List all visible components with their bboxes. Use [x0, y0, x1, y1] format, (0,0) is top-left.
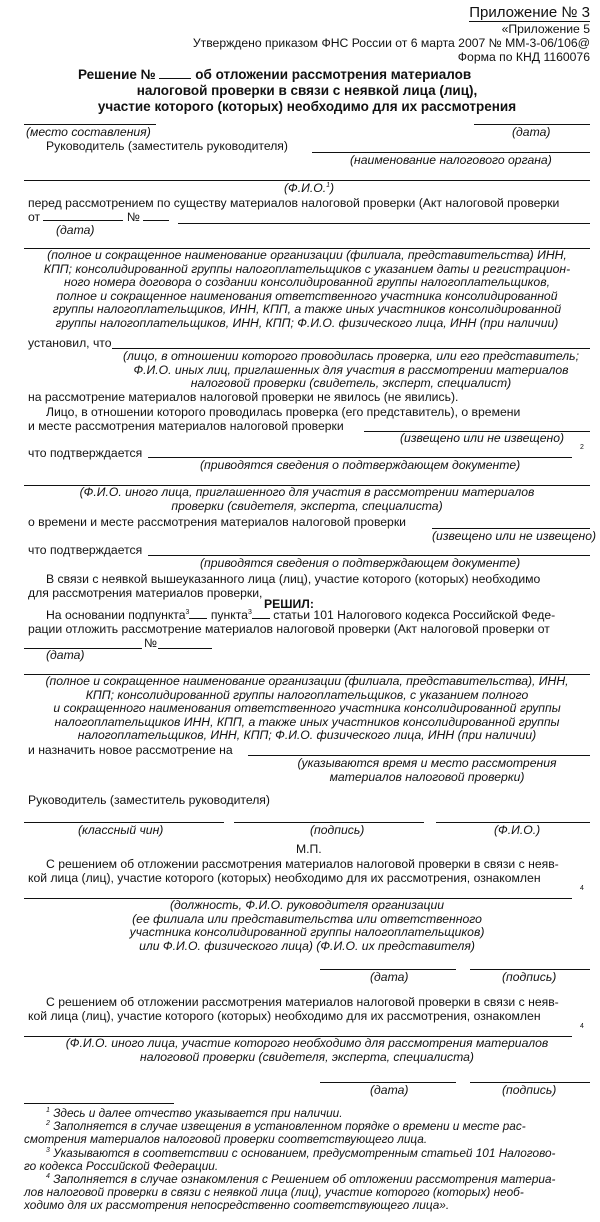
notified-hint: (извещено или не извещено): [400, 431, 565, 445]
signature-head-label: Руководитель (заместитель руководителя): [28, 793, 270, 807]
place-hint: (место составления): [26, 125, 151, 139]
ack1-hint: (должность, Ф.И.О. руководителя организации (ее филиала или представительства или ответственного участника консолидированной группы налогоплательщиков) или Ф.И.О. физического лица) (Ф.И.О. их представителя): [129, 898, 485, 953]
stamp-label: М.П.: [296, 842, 322, 856]
ack1-sign-hint: (подпись): [502, 970, 557, 984]
ack1-text-2: кой лица (лиц), участие которого (которых) необходимо для их рассмотрения, ознакомлен: [28, 871, 541, 885]
about-time-text: о времени и месте рассмотрения материалов налоговой проверки: [28, 515, 406, 529]
footnote-ref-4a: 4: [580, 885, 584, 892]
confirmed-text-2: что подтверждается: [28, 543, 143, 557]
footnote-4-cont-2: ходимо для их рассмотрения непосредственно соответствующего лица».: [24, 1198, 450, 1213]
ack2-sign-hint: (подпись): [502, 1083, 557, 1097]
notified-text-2: и месте рассмотрения материалов налоговой проверки: [28, 419, 344, 433]
footnotes: [24, 1107, 590, 1213]
established-text: установил, что: [28, 336, 112, 350]
act-date-hint-2: (дата): [46, 648, 85, 662]
org-description: (полное и сокращенное наименование организации (филиала, представительства) ИНН, КПП; консолидированной группы налогоплательщиков с указанием даты и регистрацион- ного номера договора о создании консолидированной группы налогоплательщиков, полное и сокращенное наименования ответственного участника консолидированной группы налогоплательщиков, ИНН, КПП, а также иных участников консолидированной группы налогоплательщиков, ИНН, КПП; Ф.И.О. физического лица, ИНН (при наличии): [43, 248, 571, 330]
footnote-3-cont: го кодекса Российской Федерации.: [24, 1158, 219, 1173]
act-date-hint: (дата): [56, 223, 95, 237]
ack2-hint: (Ф.И.О. иного лица, участие которого необходимо для рассмотрения материалов налоговой проверки (свидетеля, эксперта, специалиста): [65, 1036, 549, 1064]
title-line-3: участие которого (которых) необходимо для их рассмотрения: [97, 99, 517, 114]
title-line-1: Решение № об отложении рассмотрения материалов: [78, 67, 472, 82]
tax-org-hint: (наименование налогового органа): [350, 153, 552, 167]
due-to-text-2: для рассмотрения материалов проверки,: [28, 586, 263, 600]
basis-line-2: рации отложить рассмотрение материалов налоговой проверки (Акт налоговой проверки от: [28, 622, 550, 636]
basis-line-1: На основании подпункта$^3$ пункта$^3$ статьи 101 Налогового кодекса Российской Феде-: [46, 608, 556, 622]
before-review-text: перед рассмотрением по существу материалов налоговой проверки (Акт налоговой проверки: [28, 196, 560, 210]
footnote-3: $^3$ Указываются в соответствии с основанием, предусмотренным статьей 101 Налогово-: [46, 1145, 556, 1160]
rank-hint: (классный чин): [78, 823, 164, 837]
sign-hint: (подпись): [310, 823, 365, 837]
new-review-hint: (указываются время и место рассмотрения материалов налоговой проверки): [297, 756, 557, 784]
ack2-text-2: кой лица (лиц), участие которого (которых) необходимо для их рассмотрения, ознакомлен: [28, 1009, 541, 1023]
confirm-hint-2: (приводятся сведения о подтверждающем документе): [200, 556, 521, 570]
approval-note: Утверждено приказом ФНС России от 6 марта 2007 № ММ-3-06/106@: [192, 36, 590, 50]
appendix-5-label: «Приложение 5: [501, 22, 590, 36]
footnote-2: $^2$ Заполняется в случае извещения в установленном порядке о времени и месте рас-: [46, 1119, 526, 1134]
act-number-label: №: [144, 636, 158, 650]
confirm-hint: (приводятся сведения о подтверждающем документе): [200, 458, 521, 472]
notified-text-1: Лицо, в отношении которого проводилась проверка (его представитель), о времени: [46, 405, 521, 419]
due-to-text-1: В связи с неявкой вышеуказанного лица (лиц), участие которого (которых) необходимо: [46, 572, 541, 586]
footnote-2-cont: смотрения материалов налоговой проверки соответствующего лица.: [24, 1132, 428, 1147]
person-description: (лицо, в отношении которого проводилась проверка, или его представитель; Ф.И.О. иных лиц, приглашенных для участия в рассмотрении материалов налоговой проверки (свидетель, эксперт, специалист): [123, 349, 579, 391]
date-hint: (дата): [512, 125, 551, 139]
title-line-2: налоговой проверки в связи с неявкой лица (лиц),: [136, 83, 478, 98]
ack1-text-1: С решением об отложении рассмотрения материалов налоговой проверки в связи с неяв-: [46, 857, 559, 871]
decided-label: РЕШИЛ:: [264, 597, 314, 611]
footnote-ref-2: 2: [580, 444, 584, 451]
notified-hint-2: (извещено или не извещено): [432, 529, 597, 543]
appendix-3-label: Приложение № 3: [469, 4, 590, 21]
fio-sign-hint: (Ф.И.О.): [494, 823, 541, 837]
fio-hint: (Ф.И.О.$^1$): [284, 181, 335, 195]
footnote-ref-4b: 4: [580, 1023, 584, 1030]
new-review-text: и назначить новое рассмотрение на: [28, 743, 233, 757]
ack1-date-hint: (дата): [370, 970, 409, 984]
act-from: от №: [28, 210, 169, 224]
footnote-4: $^4$ Заполняется в случае ознакомления с Решением об отложении рассмотрения материа-: [46, 1172, 556, 1187]
ack2-date-hint: (дата): [370, 1083, 409, 1097]
other-person-hint: (Ф.И.О. иного лица, приглашенного для участия в рассмотрении материалов проверки (свидетеля, эксперта, специалиста): [79, 485, 535, 513]
org-description-2: (полное и сокращенное наименование организации (филиала, представительства), ИНН, КПП; консолидированной группы налогоплательщиков, с указанием полного и сокращенного наименования ответственного участника консолидированной группы налогоплательщиков ИНН, КПП, а также иных участников консолидированной группы налогоплательщиков, ИНН, КПП; Ф.И.О. физического лица, ИНН (при наличии): [45, 674, 569, 743]
ack2-text-1: С решением об отложении рассмотрения материалов налоговой проверки в связи с неяв-: [46, 995, 559, 1009]
confirmed-text: что подтверждается: [28, 446, 143, 460]
footnote-4-cont-1: лов налоговой проверки в связи с неявкой лица (лиц), участие которого (которых) необ-: [24, 1185, 524, 1200]
form-code: Форма по КНД 1160076: [457, 50, 590, 64]
head-label: Руководитель (заместитель руководителя): [46, 139, 288, 153]
footnote-1: $^1$ Здесь и далее отчество указывается при наличии.: [46, 1106, 343, 1120]
not-appeared-text: на рассмотрение материалов налоговой проверки не явилось (не явились).: [28, 390, 459, 404]
